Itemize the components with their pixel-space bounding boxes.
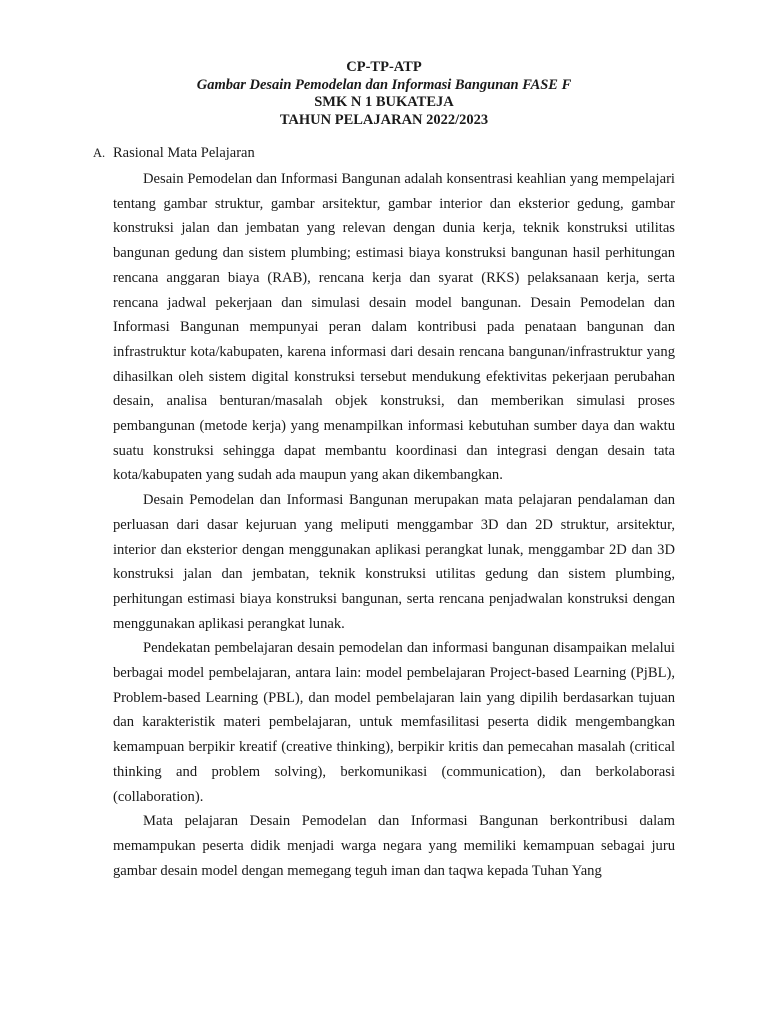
document-subject-title: Gambar Desain Pemodelan dan Informasi Bangunan FASE F [196,76,572,93]
paragraph: Desain Pemodelan dan Informasi Bangunan adalah konsentrasi keahlian yang mempelajari tentang gambar struktur, gambar arsitektur, gambar interior dan eksterior gedung, gambar konstruksi jalan dan jembatan yang relevan dengan dunia kerja, teknik konstruksi utilitas bangunan gedung dan sistem plumbing; estimasi biaya konstruksi bangunan hasil perhitungan rencana anggaran biaya (RAB), rencana kerja dan syarat (RKS) pelaksanaan kerja, serta rencana jadwal pekerjaan dan simulasi desain model bangunan. Desain Pemodelan dan Informasi Bangunan mempunyai peran dalam kontribusi pada penataan bangunan dan infrastruktur kota/kabupaten, karena informasi dari desain rencana bangunan/infrastruktur yang dihasilkan oleh sistem digital konstruksi tersebut mendukung efektivitas pekerjaan perubahan desain, analisa benturan/masalah objek konstruksi, dan memberikan simulasi proses pembangunan (metode kerja) yang menampilkan informasi kebutuhan sumber daya dan waktu suatu konstruksi sehingga dapat membantu koordinasi dan integrasi dengan desain tata kota/kabupaten yang sudah ada maupun yang akan dikembangkan. [113,171,675,484]
document-header [0,59,768,129]
paragraph: Pendekatan pembelajaran desain pemodelan dan informasi bangunan disampaikan melalui berbagai model pembelajaran, antara lain: model pembelajaran Project-based Learning (PjBL), Problem-based Learning (PBL), dan model pembelajaran lain yang dipilih berdasarkan tujuan dan karakteristik materi pembelajaran, untuk memfasilitasi peserta didik mengembangkan kemampuan berpikir kreatif (creative thinking), berpikir kritis dan pemecahan masalah (critical thinking and problem solving), berkomunikasi (communication), dan berkolaborasi (collaboration). [113,640,675,805]
section-letter: A. [93,146,106,160]
school-name: SMK N 1 BUKATEJA [314,94,454,110]
section-body [113,167,675,883]
academic-year: TAHUN PELAJARAN 2022/2023 [279,111,489,128]
paragraph: Desain Pemodelan dan Informasi Bangunan merupakan mata pelajaran pendalaman dan perluasan dari dasar kejuruan yang meliputi menggambar 3D dan 2D struktur, arsitektur, interior dan eksterior dengan menggunakan aplikasi perangkat lunak, menggambar 2D dan 3D konstruksi jalan dan jembatan, teknik konstruksi utilitas gedung dan sistem plumbing, perhitungan estimasi biaya konstruksi bangunan, serta rencana penjadwalan konstruksi dengan menggunakan aplikasi perangkat lunak. [113,492,675,632]
section-heading [93,144,255,162]
document-code: CP-TP-ATP [346,59,422,75]
paragraph: Mata pelajaran Desain Pemodelan dan Informasi Bangunan berkontribusi dalam memampukan peserta didik menjadi warga negara yang memiliki kemampuan sebagai juru gambar desain model dengan memegang teguh iman dan taqwa kepada Tuhan Yang [113,813,675,879]
section-title: Rasional Mata Pelajaran [113,145,255,161]
